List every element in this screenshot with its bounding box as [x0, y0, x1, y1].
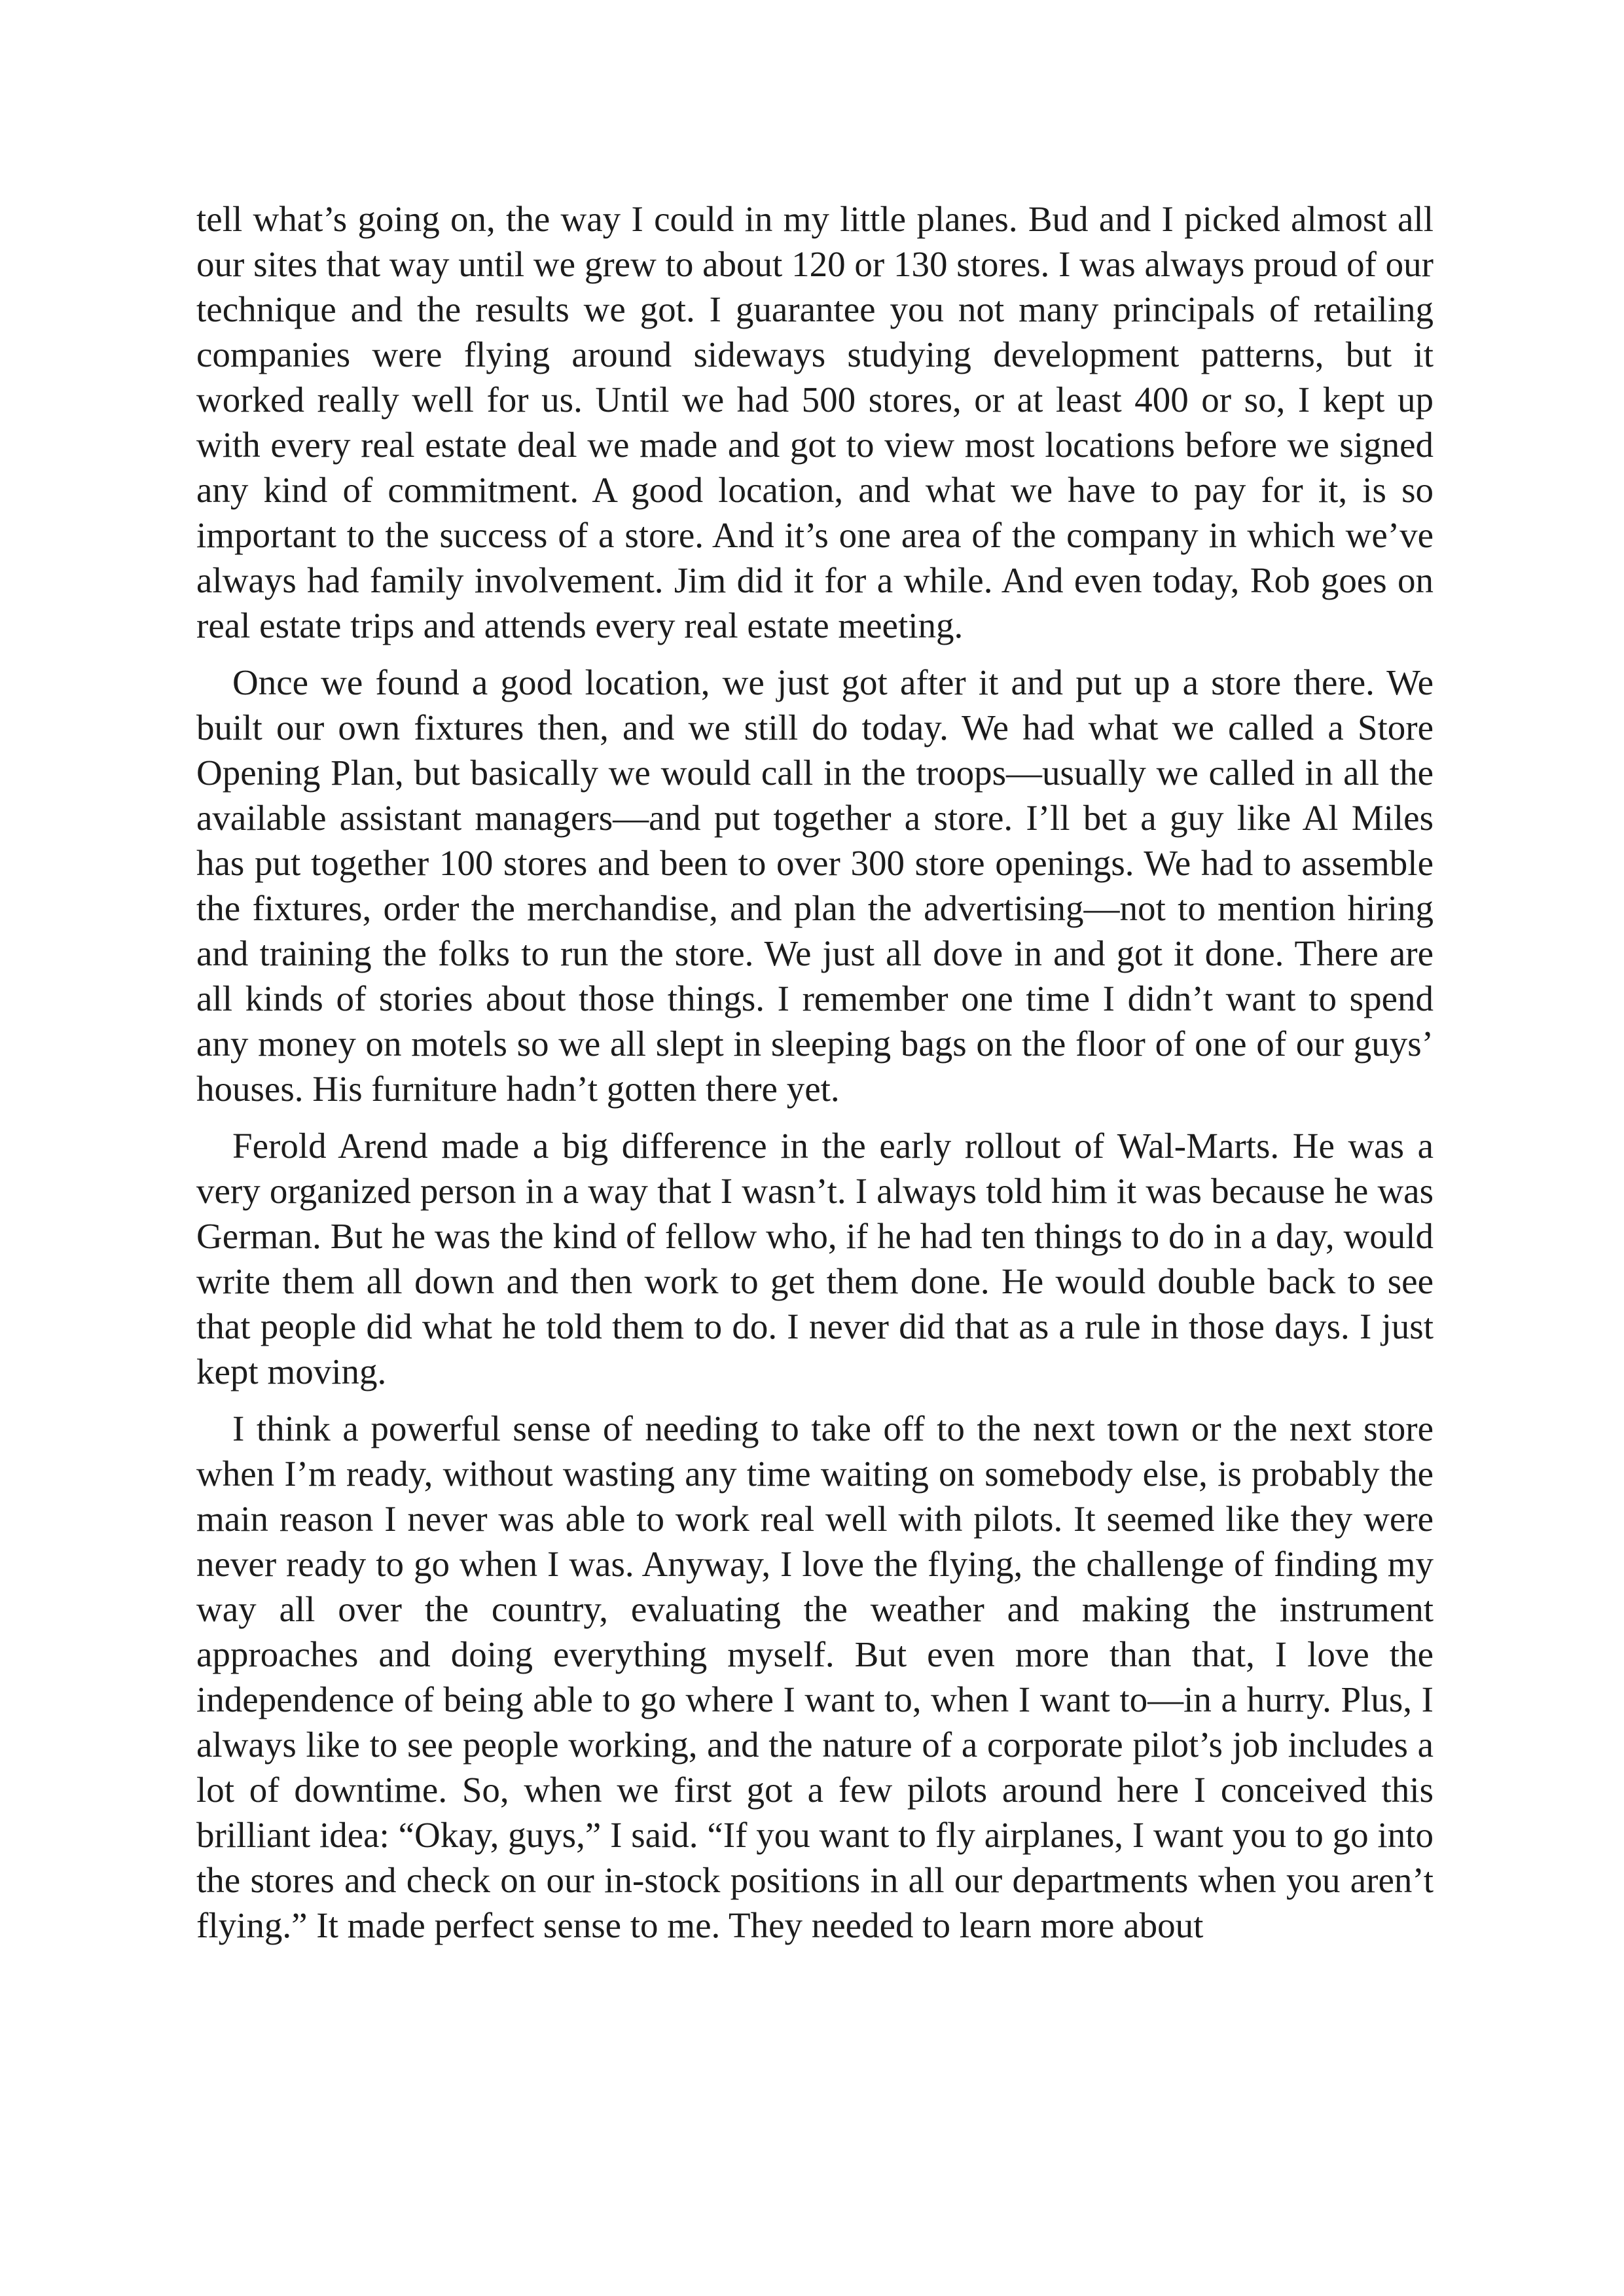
paragraph-site-selection: tell what’s going on, the way I could in my little planes. Bud and I picked almost all our sites that way until we grew to about 120 or 130 stores. I was always proud of our technique and the results we got. I guarantee you not many principals of retailing companies were flying around sideways studying development patterns, but it worked really well for us. Until we had 500 stores, or at least 400 or so, I kept up with every real estate deal we made and got to view most locations before we signed any kind of commitment. A good location, and what we have to pay for it, is so important to the success of a store. And it’s one area of the company in which we’ve always had family involvement. Jim did it for a while. And even today, Rob goes on real estate trips and attends every real estate meeting.: [196, 199, 1434, 645]
paragraph-ferold-arend: Ferold Arend made a big difference in the early rollout of Wal-Marts. He was a very organized person in a way that I wasn’t. I always told him it was because he was German. But he was the kind of fellow who, if he had ten things to do in a day, would write them all down and then work to get them done. He would double back to see that people did what he told them to do. I never did that as a rule in those days. I just kept moving.: [196, 1126, 1434, 1391]
paragraph-store-opening: Once we found a good location, we just got after it and put up a store there. We built our own fixtures then, and we still do today. We had what we called a Store Opening Plan, but basically we would call in the troops—usually we called in all the available assistant managers—and put together a store. I’ll bet a guy like Al Miles has put together 100 stores and been to over 300 store openings. We had to assemble the fixtures, order the merchandise, and plan the advertising—not to mention hiring and training the folks to run the store. We just all dove in and got it done. There are all kinds of stories about those things. I remember one time I didn’t want to spend any money on motels so we all slept in sleeping bags on the floor of one of our guys’ houses. His furniture hadn’t gotten there yet.: [196, 662, 1434, 1109]
paragraph-pilots: I think a powerful sense of needing to take off to the next town or the next store when I’m ready, without wasting any time waiting on somebody else, is probably the main reason I never was able to work real well with pilots. It seemed like they were never ready to go when I was. Anyway, I love the flying, the challenge of finding my way all over the country, evaluating the weather and making the instrument approaches and doing everything myself. But even more than that, I love the independence of being able to go where I want to, when I want to—in a hurry. Plus, I always like to see people working, and the nature of a corporate pilot’s job includes a lot of downtime. So, when we first got a few pilots around here I conceived this brilliant idea: “Okay, guys,” I said. “If you want to fly airplanes, I want you to go into the stores and check on our in-stock positions in all our departments when you aren’t flying.” It made perfect sense to me. They needed to learn more about: [196, 1408, 1434, 1945]
body-text: [196, 196, 1434, 1948]
